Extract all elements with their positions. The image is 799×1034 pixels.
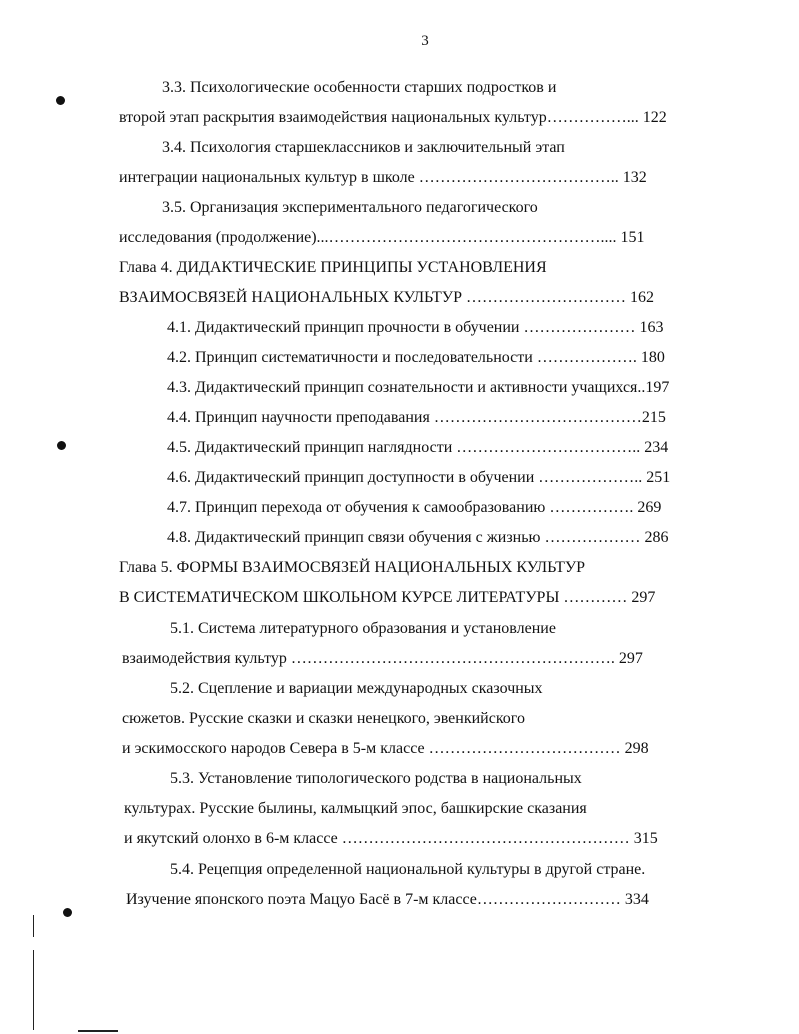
- toc-line: взаимодействия культур ……………………………………………………. 297: [122, 650, 643, 667]
- margin-line: [33, 950, 34, 1030]
- toc-line: 5.2. Сцепление и вариации международных сказочных: [170, 680, 543, 697]
- toc-line: и эскимосского народов Севера в 5-м классе ……………………………… 298: [122, 740, 649, 757]
- toc-line: 4.1. Дидактический принцип прочности в обучении ………………… 163: [167, 319, 664, 336]
- punch-hole-mark: [57, 441, 66, 450]
- chapter-heading: В СИСТЕМАТИЧЕСКОМ ШКОЛЬНОМ КУРСЕ ЛИТЕРАТУРЫ ………… 297: [119, 589, 656, 606]
- margin-line: [78, 1030, 118, 1032]
- toc-line: исследования (продолжение)...…………………………………………….... 151: [119, 229, 645, 246]
- chapter-heading: ВЗАИМОСВЯЗЕЙ НАЦИОНАЛЬНЫХ КУЛЬТУР ………………………… 162: [119, 289, 655, 306]
- toc-line: 4.8. Дидактический принцип связи обучения с жизнью ……………… 286: [167, 529, 669, 546]
- toc-line: второй этап раскрытия взаимодействия национальных культур……………... 122: [119, 109, 667, 126]
- toc-line: 5.3. Установление типологического родства в национальных: [170, 770, 582, 787]
- chapter-heading: Глава 4. ДИДАКТИЧЕСКИЕ ПРИНЦИПЫ УСТАНОВЛЕНИЯ: [119, 259, 547, 276]
- toc-line: Изучение японского поэта Мацуо Басё в 7-м классе……………………… 334: [126, 891, 649, 908]
- punch-hole-mark: [56, 96, 65, 105]
- toc-line: 4.5. Дидактический принцип наглядности …………………………….. 234: [167, 439, 669, 456]
- toc-line: 4.3. Дидактический принцип сознательности и активности учащихся..197: [167, 379, 670, 396]
- toc-line: 5.4. Рецепция определенной национальной культуры в другой стране.: [170, 861, 646, 878]
- margin-line: [33, 915, 34, 937]
- toc-line: и якутский олонхо в 6-м классе ……………………………………………… 315: [124, 830, 658, 847]
- toc-line: 4.7. Принцип перехода от обучения к самообразованию ……………. 269: [167, 499, 662, 516]
- toc-line: 4.6. Дидактический принцип доступности в обучении ……………….. 251: [167, 469, 671, 486]
- toc-line: 4.2. Принцип систематичности и последовательности ………………. 180: [167, 349, 665, 366]
- page-number: 3: [421, 33, 429, 49]
- toc-line: культурах. Русские былины, калмыцкий эпос, башкирские сказания: [124, 800, 587, 817]
- toc-line: 3.5. Организация экспериментального педагогического: [162, 199, 538, 216]
- punch-hole-mark: [63, 908, 72, 917]
- toc-line: сюжетов. Русские сказки и сказки ненецкого, эвенкийского: [122, 710, 525, 727]
- toc-line: 5.1. Система литературного образования и установление: [170, 620, 556, 637]
- chapter-heading: Глава 5. ФОРМЫ ВЗАИМОСВЯЗЕЙ НАЦИОНАЛЬНЫХ КУЛЬТУР: [119, 559, 586, 576]
- toc-line: 3.3. Психологические особенности старших подростков и: [162, 79, 557, 96]
- toc-line: интеграции национальных культур в школе ……………………………….. 132: [119, 169, 647, 186]
- toc-line: 4.4. Принцип научности преподавания …………………………………215: [167, 409, 666, 426]
- toc-line: 3.4. Психология старшеклассников и заключительный этап: [162, 139, 565, 156]
